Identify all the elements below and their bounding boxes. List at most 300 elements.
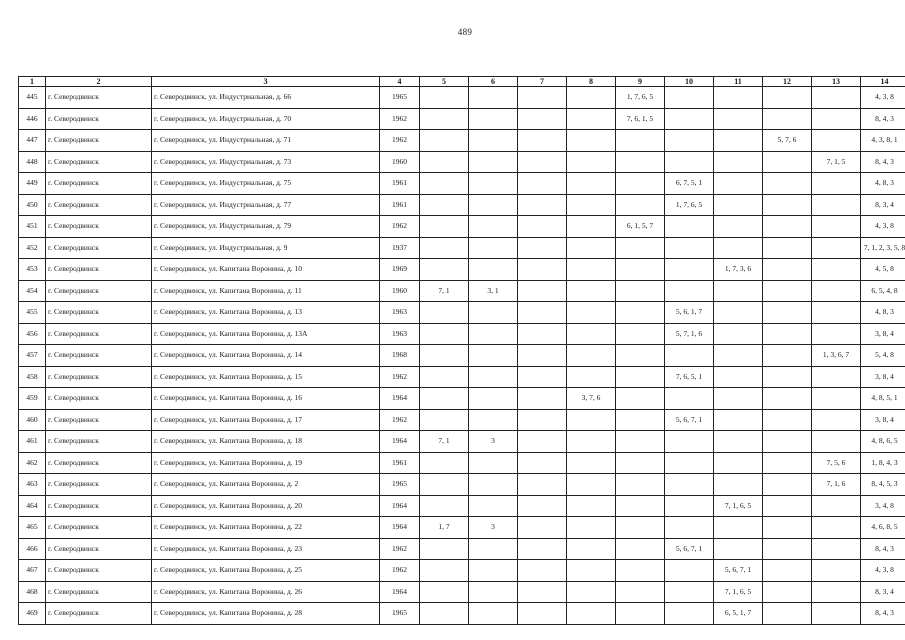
year-cell: 1968 xyxy=(380,345,420,367)
col-10-cell xyxy=(665,431,714,453)
col-13-cell xyxy=(812,517,861,539)
city-cell: г. Северодвинск xyxy=(46,431,152,453)
col-8-cell xyxy=(567,194,616,216)
year-cell: 1962 xyxy=(380,366,420,388)
col-10-cell xyxy=(665,388,714,410)
col-11-cell xyxy=(714,194,763,216)
table-row xyxy=(19,216,905,238)
col-11-cell xyxy=(714,474,763,496)
city-cell: г. Северодвинск xyxy=(46,560,152,582)
header-row xyxy=(19,77,905,87)
col-13-cell xyxy=(812,237,861,259)
col-13-cell xyxy=(812,280,861,302)
city-cell: г. Северодвинск xyxy=(46,194,152,216)
col-11-cell xyxy=(714,108,763,130)
col-7-cell xyxy=(518,237,567,259)
city-cell: г. Северодвинск xyxy=(46,173,152,195)
table-row xyxy=(19,87,905,109)
column-header-10: 10 xyxy=(665,77,714,87)
table-body xyxy=(19,87,905,625)
year-cell: 1961 xyxy=(380,452,420,474)
col-14-cell: 4, 3, 8, 1 xyxy=(861,130,905,152)
col-11-cell xyxy=(714,173,763,195)
col-6-cell xyxy=(469,538,518,560)
table-row xyxy=(19,366,905,388)
col-9-cell xyxy=(616,345,665,367)
col-13-cell xyxy=(812,173,861,195)
address-cell: г. Северодвинск, ул. Капитана Воронина, д. 23 xyxy=(152,538,380,560)
year-cell: 1965 xyxy=(380,87,420,109)
col-8-cell xyxy=(567,151,616,173)
table-row xyxy=(19,151,905,173)
col-7-cell xyxy=(518,259,567,281)
col-8-cell xyxy=(567,431,616,453)
col-8-cell xyxy=(567,323,616,345)
city-cell: г. Северодвинск xyxy=(46,216,152,238)
col-5-cell xyxy=(420,388,469,410)
address-cell: г. Северодвинск, ул. Капитана Воронина, д. 18 xyxy=(152,431,380,453)
col-11-cell: 5, 6, 7, 1 xyxy=(714,560,763,582)
city-cell: г. Северодвинск xyxy=(46,237,152,259)
address-cell: г. Северодвинск, ул. Капитана Воронина, д. 10 xyxy=(152,259,380,281)
col-8-cell xyxy=(567,603,616,625)
col-11-cell xyxy=(714,452,763,474)
col-5-cell xyxy=(420,237,469,259)
col-6-cell xyxy=(469,130,518,152)
col-12-cell: 5, 7, 6 xyxy=(763,130,812,152)
year-cell: 1962 xyxy=(380,108,420,130)
col-5-cell xyxy=(420,87,469,109)
col-6-cell xyxy=(469,452,518,474)
col-8-cell xyxy=(567,366,616,388)
col-8-cell xyxy=(567,237,616,259)
col-8-cell xyxy=(567,581,616,603)
col-12-cell xyxy=(763,388,812,410)
table-row xyxy=(19,581,905,603)
col-7-cell xyxy=(518,108,567,130)
col-5-cell xyxy=(420,216,469,238)
col-9-cell xyxy=(616,151,665,173)
col-9-cell xyxy=(616,194,665,216)
row-number: 450 xyxy=(19,194,46,216)
col-11-cell: 1, 7, 3, 6 xyxy=(714,259,763,281)
col-12-cell xyxy=(763,409,812,431)
year-cell: 1961 xyxy=(380,173,420,195)
col-11-cell xyxy=(714,388,763,410)
col-10-cell xyxy=(665,259,714,281)
col-6-cell xyxy=(469,495,518,517)
address-cell: г. Северодвинск, ул. Индустриальная, д. 71 xyxy=(152,130,380,152)
col-14-cell: 4, 8, 3 xyxy=(861,302,905,324)
address-cell: г. Северодвинск, ул. Индустриальная, д. 73 xyxy=(152,151,380,173)
col-5-cell xyxy=(420,259,469,281)
row-number: 458 xyxy=(19,366,46,388)
col-9-cell xyxy=(616,173,665,195)
column-header-11: 11 xyxy=(714,77,763,87)
col-14-cell: 8, 4, 3 xyxy=(861,538,905,560)
col-7-cell xyxy=(518,581,567,603)
col-7-cell xyxy=(518,517,567,539)
col-11-cell xyxy=(714,431,763,453)
city-cell: г. Северодвинск xyxy=(46,495,152,517)
address-cell: г. Северодвинск, ул. Капитана Воронина, д. 20 xyxy=(152,495,380,517)
table-row xyxy=(19,173,905,195)
col-11-cell xyxy=(714,237,763,259)
col-9-cell xyxy=(616,366,665,388)
col-5-cell xyxy=(420,194,469,216)
row-number: 468 xyxy=(19,581,46,603)
col-8-cell xyxy=(567,280,616,302)
col-7-cell xyxy=(518,173,567,195)
col-11-cell: 6, 5, 1, 7 xyxy=(714,603,763,625)
col-5-cell xyxy=(420,151,469,173)
col-7-cell xyxy=(518,538,567,560)
table-row xyxy=(19,280,905,302)
col-6-cell xyxy=(469,237,518,259)
city-cell: г. Северодвинск xyxy=(46,474,152,496)
year-cell: 1962 xyxy=(380,409,420,431)
row-number: 469 xyxy=(19,603,46,625)
col-10-cell xyxy=(665,151,714,173)
col-11-cell xyxy=(714,130,763,152)
col-5-cell xyxy=(420,302,469,324)
address-cell: г. Северодвинск, ул. Капитана Воронина, д. 15 xyxy=(152,366,380,388)
col-14-cell: 6, 5, 4, 8 xyxy=(861,280,905,302)
col-14-cell: 3, 4, 8 xyxy=(861,495,905,517)
table-row xyxy=(19,302,905,324)
column-header-13: 13 xyxy=(812,77,861,87)
col-7-cell xyxy=(518,87,567,109)
table-row xyxy=(19,603,905,625)
col-13-cell xyxy=(812,495,861,517)
table-row xyxy=(19,194,905,216)
city-cell: г. Северодвинск xyxy=(46,280,152,302)
col-14-cell: 4, 8, 5, 1 xyxy=(861,388,905,410)
city-cell: г. Северодвинск xyxy=(46,517,152,539)
col-8-cell xyxy=(567,560,616,582)
col-12-cell xyxy=(763,581,812,603)
col-10-cell xyxy=(665,560,714,582)
col-9-cell xyxy=(616,452,665,474)
col-7-cell xyxy=(518,452,567,474)
row-number: 455 xyxy=(19,302,46,324)
col-9-cell xyxy=(616,474,665,496)
table-row xyxy=(19,517,905,539)
col-13-cell xyxy=(812,108,861,130)
col-9-cell xyxy=(616,130,665,152)
col-5-cell xyxy=(420,108,469,130)
table-row xyxy=(19,409,905,431)
col-13-cell xyxy=(812,259,861,281)
year-cell: 1964 xyxy=(380,495,420,517)
col-13-cell: 7, 1, 6 xyxy=(812,474,861,496)
col-5-cell xyxy=(420,560,469,582)
col-13-cell xyxy=(812,581,861,603)
col-5-cell xyxy=(420,603,469,625)
table-row xyxy=(19,345,905,367)
address-cell: г. Северодвинск, ул. Капитана Воронина, д. 11 xyxy=(152,280,380,302)
year-cell: 1964 xyxy=(380,581,420,603)
col-10-cell: 1, 7, 6, 5 xyxy=(665,194,714,216)
col-8-cell xyxy=(567,302,616,324)
col-6-cell xyxy=(469,323,518,345)
col-11-cell xyxy=(714,538,763,560)
col-8-cell xyxy=(567,259,616,281)
col-13-cell xyxy=(812,302,861,324)
year-cell: 1937 xyxy=(380,237,420,259)
col-12-cell xyxy=(763,495,812,517)
col-11-cell xyxy=(714,517,763,539)
row-number: 452 xyxy=(19,237,46,259)
col-12-cell xyxy=(763,280,812,302)
col-7-cell xyxy=(518,130,567,152)
col-9-cell xyxy=(616,388,665,410)
table-row xyxy=(19,560,905,582)
year-cell: 1962 xyxy=(380,560,420,582)
col-9-cell xyxy=(616,323,665,345)
col-12-cell xyxy=(763,517,812,539)
col-6-cell xyxy=(469,194,518,216)
column-header-9: 9 xyxy=(616,77,665,87)
year-cell: 1961 xyxy=(380,194,420,216)
col-11-cell xyxy=(714,323,763,345)
col-12-cell xyxy=(763,237,812,259)
year-cell: 1964 xyxy=(380,388,420,410)
year-cell: 1962 xyxy=(380,216,420,238)
col-5-cell xyxy=(420,474,469,496)
col-6-cell xyxy=(469,345,518,367)
row-number: 463 xyxy=(19,474,46,496)
column-header-2: 2 xyxy=(46,77,152,87)
row-number: 465 xyxy=(19,517,46,539)
col-12-cell xyxy=(763,302,812,324)
col-9-cell xyxy=(616,409,665,431)
col-14-cell: 4, 8, 6, 5 xyxy=(861,431,905,453)
col-14-cell: 5, 4, 8 xyxy=(861,345,905,367)
col-12-cell xyxy=(763,173,812,195)
col-6-cell xyxy=(469,409,518,431)
table-row xyxy=(19,130,905,152)
year-cell: 1963 xyxy=(380,302,420,324)
col-13-cell xyxy=(812,87,861,109)
year-cell: 1965 xyxy=(380,603,420,625)
col-14-cell: 3, 8, 4 xyxy=(861,366,905,388)
city-cell: г. Северодвинск xyxy=(46,388,152,410)
col-14-cell: 4, 3, 8 xyxy=(861,216,905,238)
col-10-cell xyxy=(665,130,714,152)
col-6-cell xyxy=(469,87,518,109)
col-6-cell xyxy=(469,560,518,582)
address-cell: г. Северодвинск, ул. Индустриальная, д. 70 xyxy=(152,108,380,130)
col-10-cell xyxy=(665,581,714,603)
col-13-cell xyxy=(812,388,861,410)
col-12-cell xyxy=(763,452,812,474)
address-cell: г. Северодвинск, ул. Капитана Воронина, д. 26 xyxy=(152,581,380,603)
col-13-cell: 7, 5, 6 xyxy=(812,452,861,474)
col-14-cell: 8, 3, 4 xyxy=(861,194,905,216)
col-11-cell: 7, 1, 6, 5 xyxy=(714,581,763,603)
table-row xyxy=(19,452,905,474)
row-number: 467 xyxy=(19,560,46,582)
col-14-cell: 8, 4, 3 xyxy=(861,603,905,625)
address-cell: г. Северодвинск, ул. Капитана Воронина, д. 17 xyxy=(152,409,380,431)
col-5-cell xyxy=(420,130,469,152)
table-row xyxy=(19,495,905,517)
column-header-5: 5 xyxy=(420,77,469,87)
col-6-cell: 3 xyxy=(469,517,518,539)
row-number: 449 xyxy=(19,173,46,195)
row-number: 462 xyxy=(19,452,46,474)
col-11-cell xyxy=(714,151,763,173)
col-12-cell xyxy=(763,603,812,625)
col-14-cell: 8, 4, 3 xyxy=(861,151,905,173)
col-14-cell: 4, 6, 8, 5 xyxy=(861,517,905,539)
col-13-cell xyxy=(812,323,861,345)
col-7-cell xyxy=(518,216,567,238)
col-11-cell xyxy=(714,409,763,431)
col-9-cell xyxy=(616,302,665,324)
col-7-cell xyxy=(518,560,567,582)
col-13-cell xyxy=(812,130,861,152)
col-9-cell xyxy=(616,495,665,517)
table-row xyxy=(19,108,905,130)
col-8-cell: 3, 7, 6 xyxy=(567,388,616,410)
col-13-cell xyxy=(812,409,861,431)
col-10-cell xyxy=(665,474,714,496)
col-9-cell xyxy=(616,581,665,603)
col-7-cell xyxy=(518,280,567,302)
col-13-cell xyxy=(812,366,861,388)
col-7-cell xyxy=(518,323,567,345)
col-6-cell xyxy=(469,366,518,388)
col-5-cell xyxy=(420,173,469,195)
col-11-cell xyxy=(714,280,763,302)
col-10-cell: 5, 6, 7, 1 xyxy=(665,409,714,431)
col-14-cell: 8, 4, 5, 3 xyxy=(861,474,905,496)
col-14-cell: 8, 4, 3 xyxy=(861,108,905,130)
column-header-4: 4 xyxy=(380,77,420,87)
col-6-cell xyxy=(469,259,518,281)
column-header-1: 1 xyxy=(19,77,46,87)
col-11-cell xyxy=(714,366,763,388)
year-cell: 1962 xyxy=(380,130,420,152)
col-9-cell: 1, 7, 6, 5 xyxy=(616,87,665,109)
col-12-cell xyxy=(763,560,812,582)
col-10-cell: 5, 6, 1, 7 xyxy=(665,302,714,324)
city-cell: г. Северодвинск xyxy=(46,538,152,560)
col-14-cell: 4, 3, 8 xyxy=(861,560,905,582)
col-5-cell: 7, 1 xyxy=(420,280,469,302)
city-cell: г. Северодвинск xyxy=(46,409,152,431)
row-number: 454 xyxy=(19,280,46,302)
city-cell: г. Северодвинск xyxy=(46,108,152,130)
col-7-cell xyxy=(518,495,567,517)
col-13-cell xyxy=(812,431,861,453)
address-cell: г. Северодвинск, ул. Индустриальная, д. 79 xyxy=(152,216,380,238)
col-9-cell xyxy=(616,237,665,259)
city-cell: г. Северодвинск xyxy=(46,603,152,625)
city-cell: г. Северодвинск xyxy=(46,345,152,367)
col-13-cell xyxy=(812,216,861,238)
page-number: 489 xyxy=(457,27,473,37)
col-10-cell xyxy=(665,452,714,474)
col-5-cell: 7, 1 xyxy=(420,431,469,453)
col-8-cell xyxy=(567,87,616,109)
column-header-6: 6 xyxy=(469,77,518,87)
year-cell: 1962 xyxy=(380,538,420,560)
row-number: 447 xyxy=(19,130,46,152)
city-cell: г. Северодвинск xyxy=(46,366,152,388)
col-8-cell xyxy=(567,538,616,560)
year-cell: 1964 xyxy=(380,517,420,539)
col-8-cell xyxy=(567,108,616,130)
col-9-cell xyxy=(616,560,665,582)
col-10-cell xyxy=(665,237,714,259)
city-cell: г. Северодвинск xyxy=(46,151,152,173)
col-7-cell xyxy=(518,151,567,173)
table-row xyxy=(19,237,905,259)
col-10-cell: 6, 7, 5, 1 xyxy=(665,173,714,195)
col-6-cell xyxy=(469,216,518,238)
col-7-cell xyxy=(518,302,567,324)
col-7-cell xyxy=(518,603,567,625)
col-14-cell: 3, 8, 4 xyxy=(861,323,905,345)
col-14-cell: 7, 1, 2, 3, 5, 8 xyxy=(861,237,905,259)
year-cell: 1960 xyxy=(380,151,420,173)
col-10-cell xyxy=(665,216,714,238)
city-cell: г. Северодвинск xyxy=(46,452,152,474)
col-6-cell xyxy=(469,581,518,603)
col-10-cell xyxy=(665,108,714,130)
col-9-cell: 6, 1, 5, 7 xyxy=(616,216,665,238)
col-14-cell: 4, 8, 3 xyxy=(861,173,905,195)
col-14-cell: 4, 3, 8 xyxy=(861,87,905,109)
col-7-cell xyxy=(518,431,567,453)
col-6-cell xyxy=(469,603,518,625)
col-5-cell xyxy=(420,345,469,367)
address-cell: г. Северодвинск, ул. Капитана Воронина, д. 19 xyxy=(152,452,380,474)
year-cell: 1960 xyxy=(380,280,420,302)
col-7-cell xyxy=(518,194,567,216)
address-cell: г. Северодвинск, ул. Капитана Воронина, д. 13А xyxy=(152,323,380,345)
col-14-cell: 4, 5, 8 xyxy=(861,259,905,281)
city-cell: г. Северодвинск xyxy=(46,87,152,109)
col-12-cell xyxy=(763,151,812,173)
col-9-cell: 7, 6, 1, 5 xyxy=(616,108,665,130)
row-number: 464 xyxy=(19,495,46,517)
city-cell: г. Северодвинск xyxy=(46,130,152,152)
year-cell: 1965 xyxy=(380,474,420,496)
col-8-cell xyxy=(567,495,616,517)
col-5-cell xyxy=(420,538,469,560)
row-number: 451 xyxy=(19,216,46,238)
col-9-cell xyxy=(616,603,665,625)
col-11-cell xyxy=(714,216,763,238)
col-12-cell xyxy=(763,259,812,281)
col-8-cell xyxy=(567,474,616,496)
city-cell: г. Северодвинск xyxy=(46,259,152,281)
col-8-cell xyxy=(567,345,616,367)
address-cell: г. Северодвинск, ул. Капитана Воронина, д. 14 xyxy=(152,345,380,367)
row-number: 456 xyxy=(19,323,46,345)
column-header-14: 14 xyxy=(861,77,905,87)
col-7-cell xyxy=(518,366,567,388)
col-12-cell xyxy=(763,538,812,560)
col-14-cell: 3, 8, 4 xyxy=(861,409,905,431)
col-7-cell xyxy=(518,409,567,431)
col-5-cell xyxy=(420,581,469,603)
col-10-cell xyxy=(665,87,714,109)
